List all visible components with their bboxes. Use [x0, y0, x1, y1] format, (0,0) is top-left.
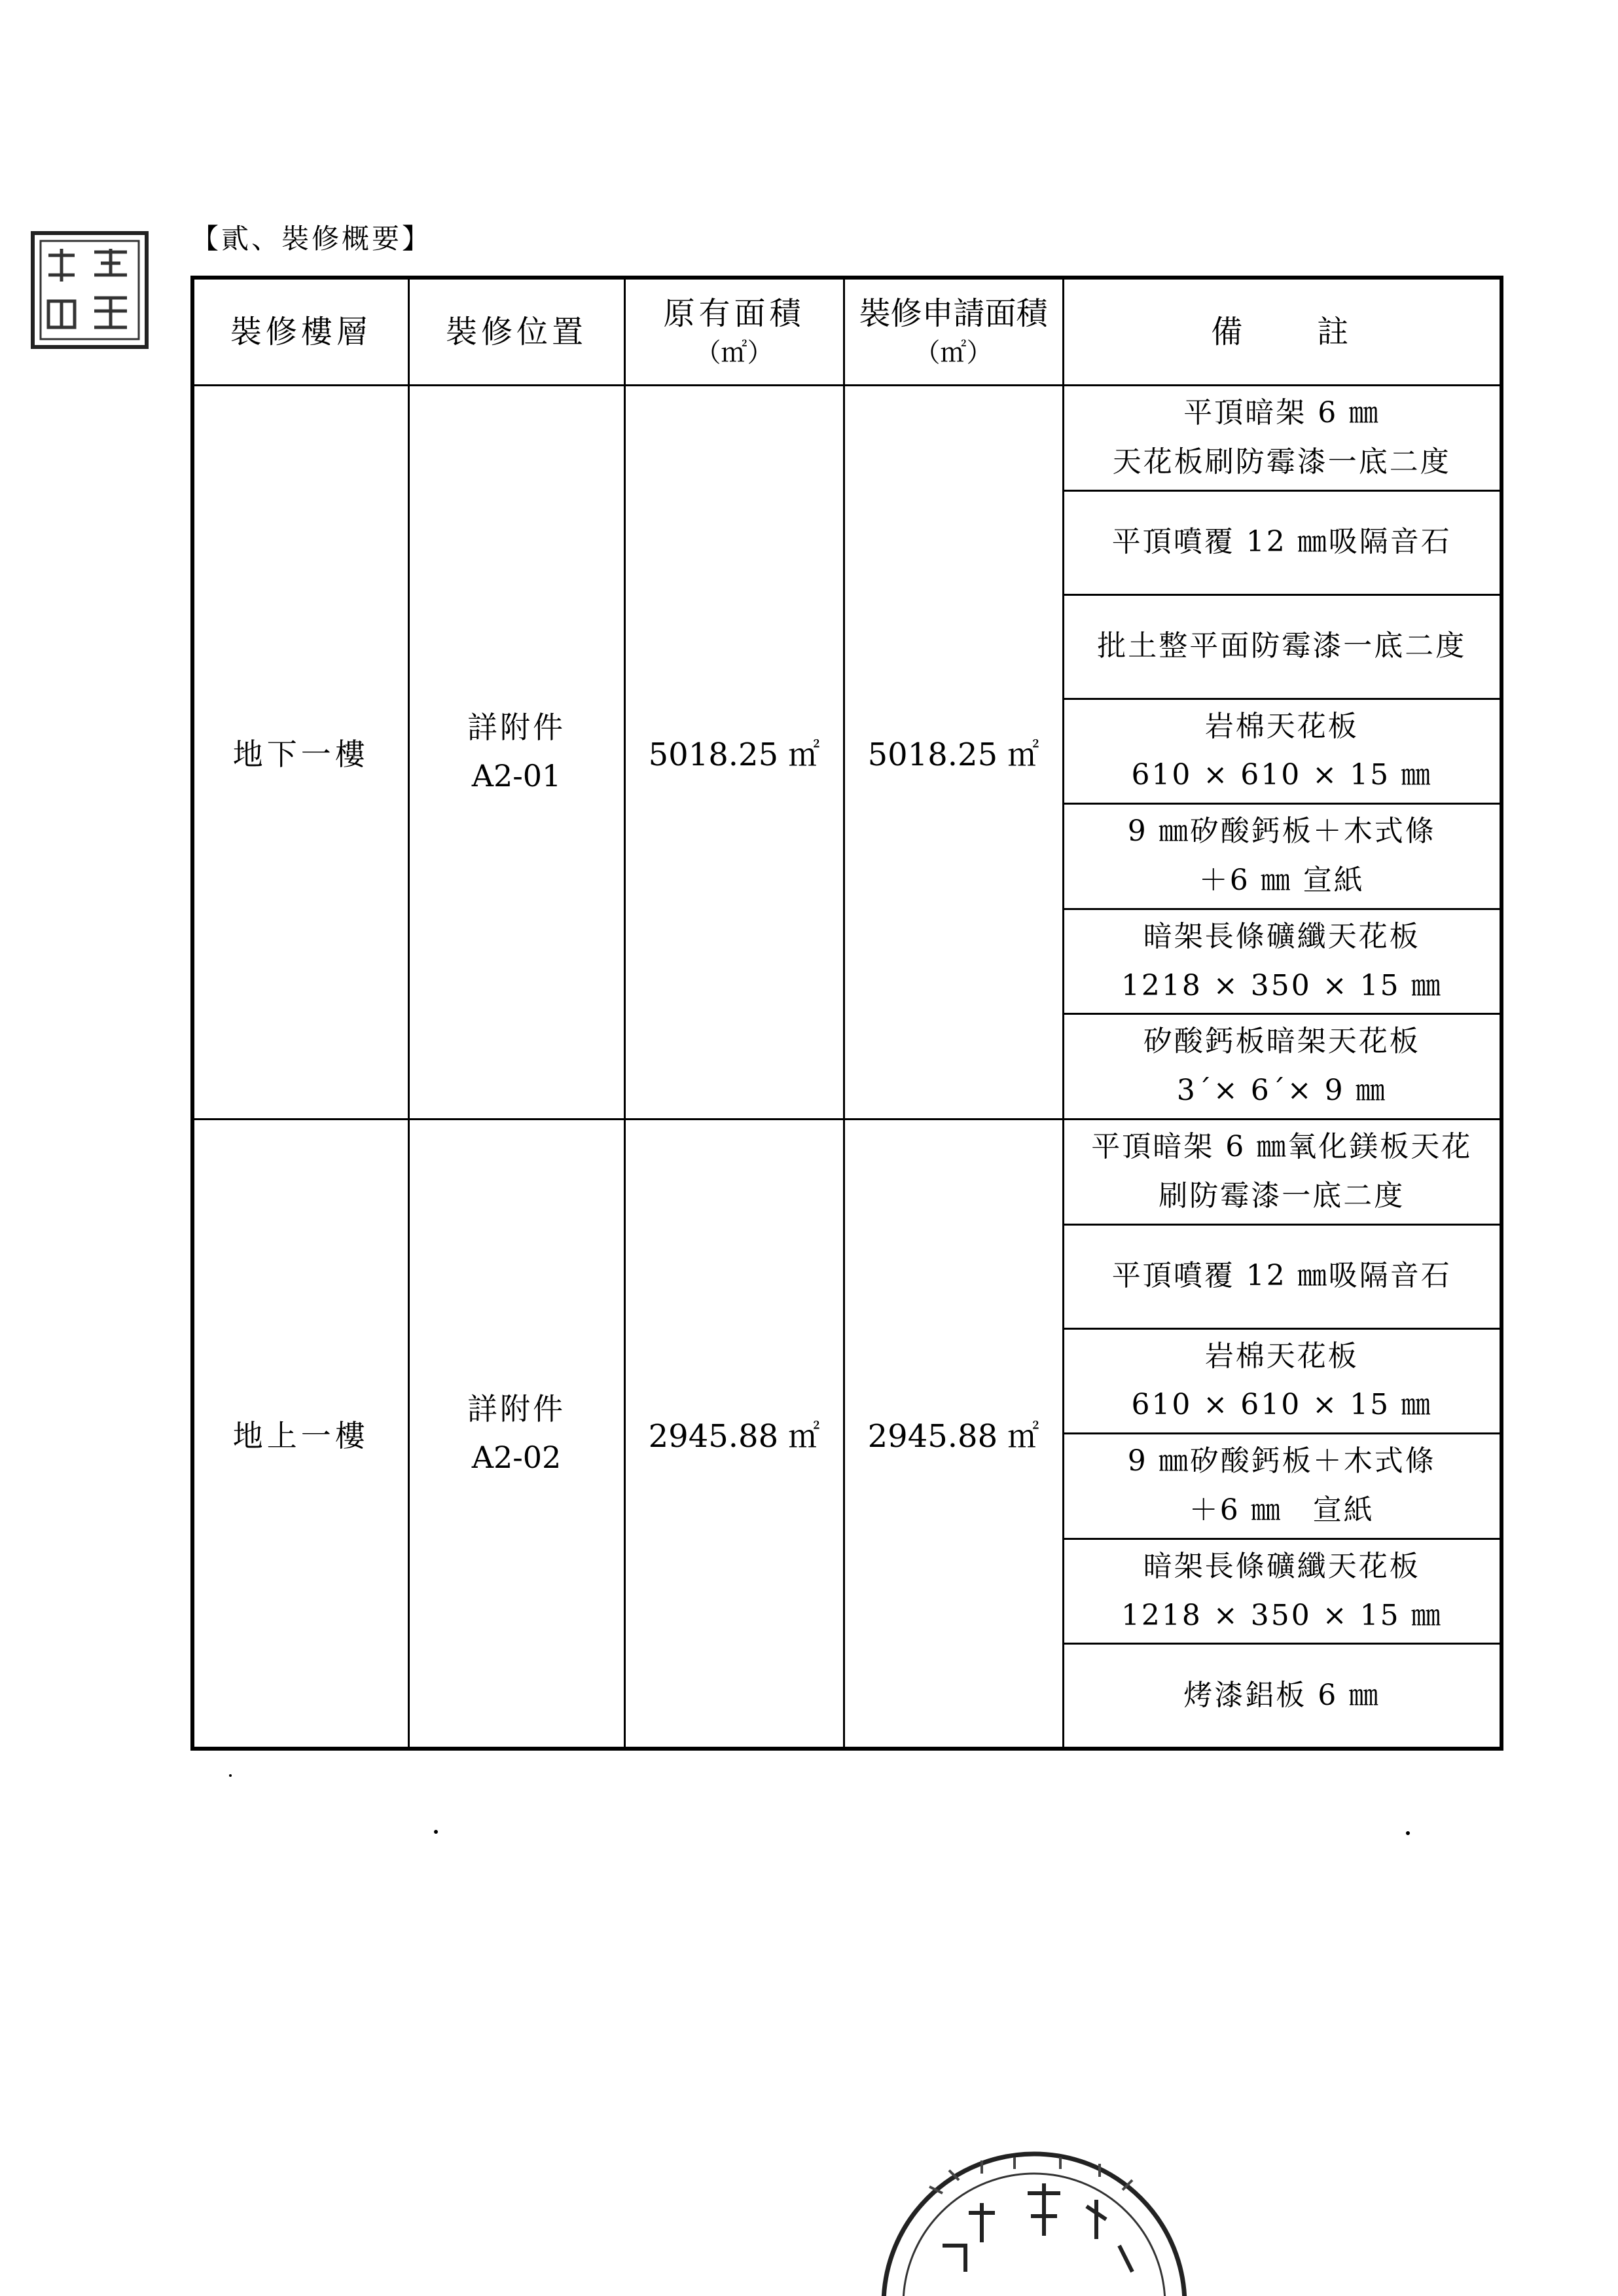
- remark-cell: 暗架長條礦纖天花板 1218 × 350 × 15 ㎜: [1063, 1539, 1501, 1644]
- remark-cell: 岩棉天花板 610 × 610 × 15 ㎜: [1063, 1328, 1501, 1434]
- remark-cell: 暗架長條礦纖天花板 1218 × 350 × 15 ㎜: [1063, 909, 1501, 1014]
- remark-cell: 批土整平面防霉漆一底二度: [1063, 594, 1501, 699]
- remark-cell: 9 ㎜矽酸鈣板＋木式條 ＋6 ㎜ 宣紙: [1063, 1434, 1501, 1539]
- header-remarks: 備 註: [1063, 278, 1501, 386]
- applied-area-cell: 5018.25 ㎡: [844, 386, 1063, 1120]
- table-row: [192, 1119, 1501, 1224]
- official-seal-icon: [851, 2095, 1191, 2296]
- remark-cell: 平頂噴覆 12 ㎜吸隔音石: [1063, 490, 1501, 594]
- remark-cell: 烤漆鋁板 6 ㎜: [1063, 1644, 1501, 1749]
- remark-cell: 平頂噴覆 12 ㎜吸隔音石: [1063, 1224, 1501, 1328]
- location-cell: 詳附件 A2-01: [408, 386, 624, 1120]
- header-location: 裝修位置: [408, 278, 624, 386]
- table-header-row: [192, 278, 1501, 386]
- location-cell: 詳附件 A2-02: [408, 1119, 624, 1749]
- scan-speck: [434, 1830, 438, 1834]
- original-area-cell: 5018.25 ㎡: [624, 386, 844, 1120]
- table-row: [192, 386, 1501, 491]
- floor-cell: 地上一樓: [192, 1119, 408, 1749]
- scan-speck: [229, 1774, 232, 1777]
- header-floor: 裝修樓層: [192, 278, 408, 386]
- seal-stamp-icon: [29, 229, 151, 351]
- header-original-area: 原有面積 （㎡）: [624, 278, 844, 386]
- applied-area-cell: 2945.88 ㎡: [844, 1119, 1063, 1749]
- renovation-summary-table: [190, 276, 1503, 1751]
- remark-cell: 平頂暗架 6 ㎜ 天花板刷防霉漆一底二度: [1063, 386, 1501, 491]
- remark-cell: 平頂暗架 6 ㎜氧化鎂板天花 刷防霉漆一底二度: [1063, 1119, 1501, 1224]
- remark-cell: 矽酸鈣板暗架天花板 3´× 6´× 9 ㎜: [1063, 1014, 1501, 1120]
- header-applied-area: 裝修申請面積 （㎡）: [844, 278, 1063, 386]
- original-area-cell: 2945.88 ㎡: [624, 1119, 844, 1749]
- remark-cell: 岩棉天花板 610 × 610 × 15 ㎜: [1063, 699, 1501, 804]
- remark-cell: 9 ㎜矽酸鈣板＋木式條 ＋6 ㎜ 宣紙: [1063, 804, 1501, 909]
- scan-speck: [1406, 1831, 1410, 1835]
- floor-cell: 地下一樓: [192, 386, 408, 1120]
- section-title: 【貳、裝修概要】: [191, 223, 433, 255]
